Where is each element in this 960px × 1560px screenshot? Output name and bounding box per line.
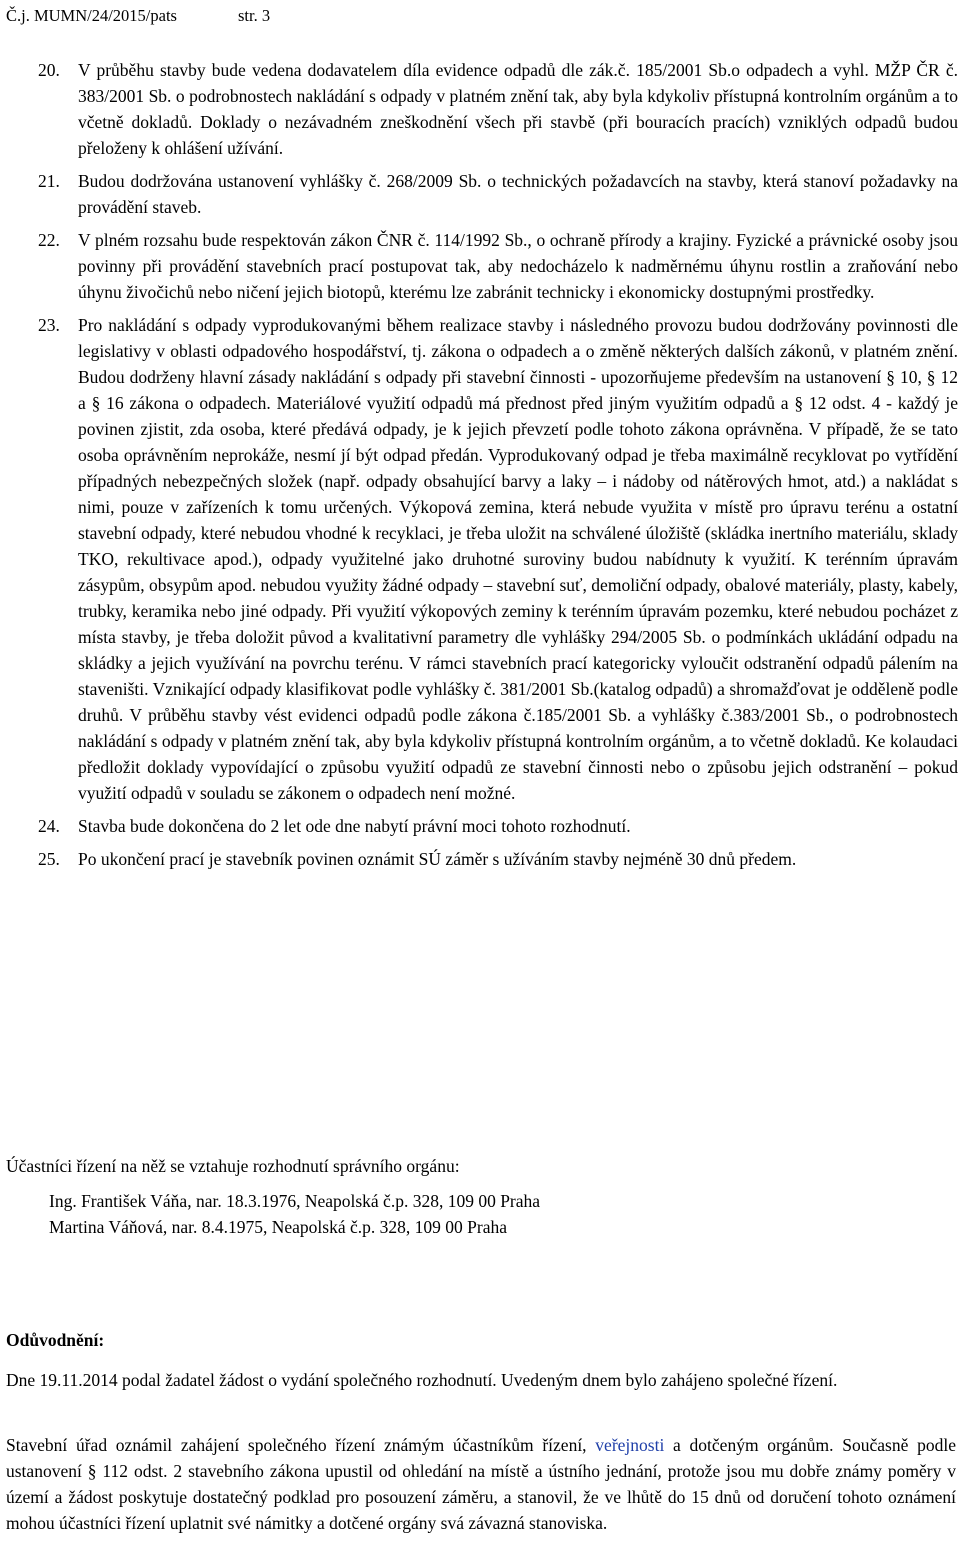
- condition-item-25: [0, 846, 960, 872]
- condition-item-20: [0, 57, 960, 161]
- parties-heading: Účastníci řízení na něž se vztahuje rozhodnutí správního orgánu:: [6, 1156, 460, 1176]
- reasoning-heading: Odůvodnění:: [6, 1330, 105, 1350]
- condition-number: 22.: [38, 230, 60, 250]
- condition-item-21: [0, 168, 960, 220]
- condition-text: V plném rozsahu bude respektován zákon ČNR č. 114/1992 Sb., o ochraně přírody a krajiny. Fyzické a právnické osoby jsou povinny při provádění stavebních prací postupovat tak, aby nedocházelo k nadměrnému úhynu rostlin a zraňování nebo úhynu živočichů nebo ničení jejich biotopů, kterému lze zabránit technicky i ekonomicky dostupnými prostředky.: [78, 230, 958, 302]
- condition-number: 24.: [38, 816, 60, 836]
- condition-number: 20.: [38, 60, 60, 80]
- paragraph-text: a dotčeným orgánům. Současně podle ustanovení § 112 odst. 2 stavebního zákona upustil od ohledání na místě a ústního jednání, protože jsou mu dobře známy poměry v území a žádost poskytuje dostatečný podklad pro posouzení záměru, a stanovil, že ve lhůtě do 15 dnů od doručení tohoto oznámení mohou účastníci řízení uplatnit své námitky a dotčené orgány svá závazná stanoviska.: [6, 1435, 956, 1533]
- condition-text: Stavba bude dokončena do 2 let ode dne nabytí právní moci tohoto rozhodnutí.: [78, 816, 631, 836]
- reasoning-paragraph: [6, 1432, 956, 1536]
- party-entry: Martina Váňová, nar. 8.4.1975, Neapolská č.p. 328, 109 00 Praha: [49, 1217, 507, 1237]
- party-entry: Ing. František Váňa, nar. 18.3.1976, Neapolská č.p. 328, 109 00 Praha: [49, 1191, 541, 1211]
- paragraph-text: Stavební úřad oznámil zahájení společného řízení známým účastníkům řízení,: [6, 1435, 596, 1455]
- public-link[interactable]: veřejnosti: [595, 1435, 665, 1455]
- condition-text: Budou dodržována ustanovení vyhlášky č. 268/2009 Sb. o technických požadavcích na stavby, která stanoví požadavky na provádění staveb.: [78, 171, 958, 217]
- reasoning-paragraph: Dne 19.11.2014 podal žadatel žádost o vydání společného rozhodnutí. Uvedeným dnem bylo zahájeno společné řízení.: [6, 1370, 838, 1390]
- condition-number: 23.: [38, 315, 60, 335]
- condition-item-23: [0, 312, 960, 806]
- condition-item-24: [0, 813, 960, 839]
- page-header: [6, 6, 271, 26]
- condition-text: V průběhu stavby bude vedena dodavatelem díla evidence odpadů dle zák.č. 185/2001 Sb.o odpadech a vyhl. MŽP ČR č. 383/2001 Sb. o podrobnostech nakládání s odpady v platném znění tak, aby byla kdykoliv přístupná kontrolním orgánům a to včetně dokladů. Doklady o nezávadném zneškodnění všech při stavbě (při bouracích pracích) vzniklých odpadů budou přeloženy k ohlášení užívání.: [78, 60, 958, 158]
- reference-number: Č.j. MUMN/24/2015/pats: [6, 6, 177, 25]
- condition-text: Pro nakládání s odpady vyprodukovanými během realizace stavby i následného provozu budou dodržovány povinnosti dle legislativy v oblasti odpadového hospodářství, tj. zákona o odpadech a o změně některých dalších zákonů, v platném znění. Budou dodrženy hlavní zásady nakládání s odpady při stavební činnosti - upozorňujeme především na ustanovení § 10, § 12 a § 16 zákona o odpadech. Materiálové využití odpadů má přednost před jiným využitím odpadů a § 12 odst. 4 - každý je povinen zjistit, zda osoba, které předává odpady, je k jejich převzetí podle tohoto zákona oprávněna. V případě, že se tato osoba oprávněním neprokáže, nesmí jí být odpad předán. Vyprodukovaný odpad je třeba maximálně recyklovat po vytřídění případných nebezpečných složek (např. odpady obsahující barvy a laky – i nádoby od nátěrových hmot, atd.) a nakládat s nimi, pouze v zařízeních k tomu určených. Výkopová zemina, která nebude využita v místě pro úpravu terénu a ostatní stavební odpady, které nebudou vhodné k recyklaci, je třeba uložit na schválené úložiště (skládka inertního materiálu, sklady TKO, rekultivace apod.), odpady využitelné jako druhotné suroviny budou nabídnuty k využití. K terénním úpravám zásypům, obsypům apod. nebudou využity žádné odpady – stavební suť, demoliční odpady, obalové materiály, plasty, kabely, trubky, keramika nebo jiné odpady. Při využití výkopových zeminy k terénním úpravám pozemku, které nebudou pocházet z místa stavby, je třeba doložit původ a kvalitativní parametry dle vyhlášky 294/2005 Sb. o podmínkách ukládání odpadu na skládky a jejich využívání na povrchu terénu. V rámci stavebních prací kategoricky vyloučit odstranění odpadů pálením na staveništi. Vznikající odpady klasifikovat podle vyhlášky č. 381/2001 Sb.(katalog odpadů) a shromažďovat je odděleně podle druhů. V průběhu stavby vést evidenci odpadů podle zákona č.185/2001 Sb. a vyhlášky č.383/2001 Sb., o podrobnostech nakládání s odpady v platném znění tak, aby byla kdykoliv přístupná kontrolním orgánům, a to včetně dokladů. Ke kolaudaci předložit doklady vypovídající o způsobu využití odpadů ze stavební činnosti nebo o způsobu jejich odstranění – pokud využití odpadů v souladu se zákonem o odpadech není možné.: [78, 315, 958, 803]
- condition-text: Po ukončení prací je stavebník povinen oznámit SÚ záměr s užíváním stavby nejméně 30 dnů předem.: [78, 849, 797, 869]
- condition-number: 21.: [38, 171, 60, 191]
- condition-number: 25.: [38, 849, 60, 869]
- condition-item-22: [0, 227, 960, 305]
- page-number: str. 3: [238, 6, 271, 25]
- conditions-list: [0, 57, 960, 879]
